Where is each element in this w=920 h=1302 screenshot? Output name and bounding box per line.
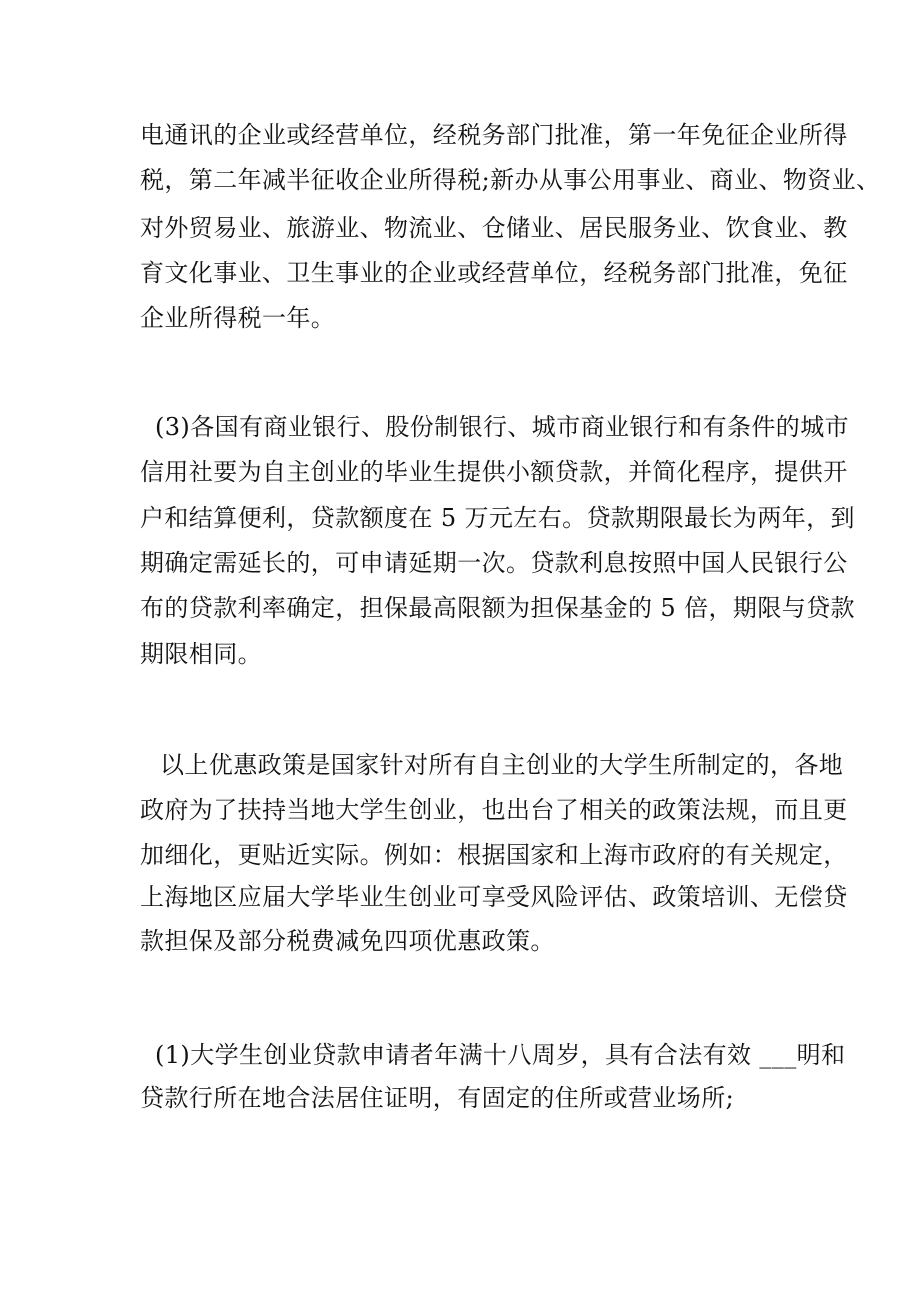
text-line: 电通讯的企业或经营单位，经税务部门批准，第一年免征企业所得 (140, 121, 848, 149)
text-line: 以上优惠政策是国家针对所有自主创业的大学生所制定的，各地 (160, 751, 844, 779)
text-line: 贷款行所在地合法居住证明，有固定的住所或营业场所; (140, 1084, 735, 1112)
text-line: 上海地区应届大学毕业生创业可享受风险评估、政策培训、无偿贷 (140, 883, 848, 911)
text-line: 政府为了扶持当地大学生创业，也出台了相关的政策法规，而且更 (140, 796, 848, 824)
text-line: 布的贷款利率确定，担保最高限额为担保基金的 5 倍，期限与贷款 (140, 594, 855, 622)
text-line: 对外贸易业、旅游业、物流业、仓储业、居民服务业、饮食业、教 (140, 214, 848, 242)
text-line: 期确定需延长的，可申请延期一次。贷款利息按照中国人民银行公 (140, 549, 848, 577)
text-line: 育文化事业、卫生事业的企业或经营单位，经税务部门批准，免征 (140, 259, 848, 287)
text-line: (3)各国有商业银行、股份制银行、城市商业银行和有条件的城市 (155, 413, 849, 441)
text-line: 加细化，更贴近实际。例如：根据国家和上海市政府的有关规定， (140, 841, 848, 869)
text-line: (1)大学生创业贷款申请者年满十八周岁，具有合法有效 ___明和 (155, 1041, 846, 1069)
text-line: 期限相同。 (140, 640, 262, 668)
text-line: 户和结算便利，贷款额度在 5 万元左右。贷款期限最长为两年，到 (140, 504, 855, 532)
text-line: 信用社要为自主创业的毕业生提供小额贷款，并简化程序，提供开 (140, 458, 848, 486)
text-line: 企业所得税一年。 (140, 304, 336, 332)
text-line: 税，第二年减半征收企业所得税;新办从事公用事业、商业、物资业、 (140, 166, 881, 194)
text-line: 款担保及部分税费减免四项优惠政策。 (140, 927, 555, 955)
